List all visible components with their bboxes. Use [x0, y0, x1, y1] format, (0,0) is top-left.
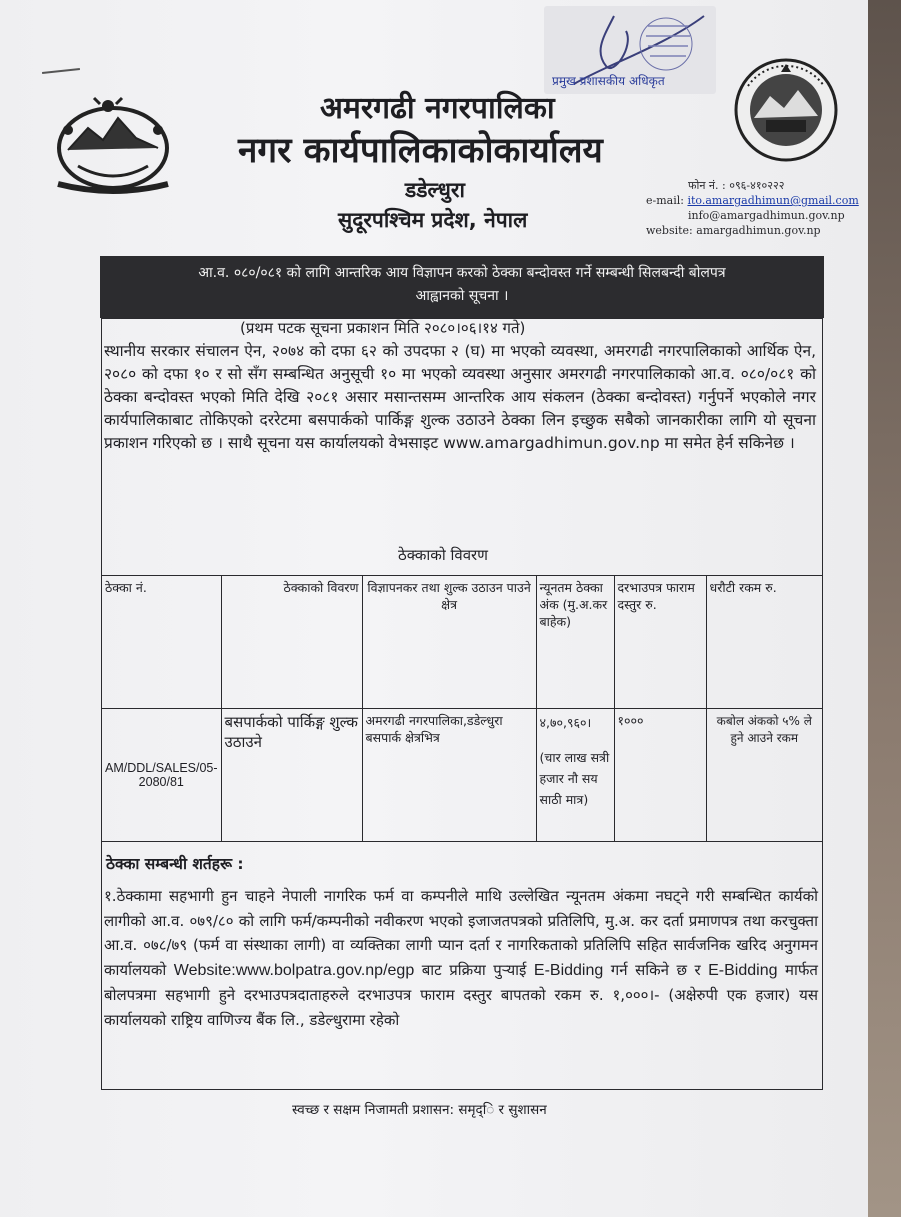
municipality-logo-icon — [728, 56, 844, 164]
header-form-fee: दरभाउपत्र फाराम दस्तुर रु. — [614, 576, 706, 709]
notice-title-line1: आ.व. ०८०/०८१ को लागि आन्तरिक आय विज्ञापन करको ठेक्का बन्दोवस्त गर्ने सम्बन्धी सिलबन्दी बोलपत्र — [198, 265, 726, 281]
cell-description: बसपार्कको पार्किङ्ग शुल्क उठाउने — [221, 709, 362, 842]
email-secondary[interactable]: info@amargadhimun.gov.np — [688, 209, 845, 222]
signature-label: प्रमुख प्रशासकीय अधिकृत — [552, 74, 665, 88]
egp-website: Website:www.bolpatra.gov.np/egp — [173, 961, 415, 979]
terms-text-c: गर्न सकिने छ र — [603, 960, 709, 979]
header-description: ठेक्काको विवरण — [221, 576, 362, 709]
terms-title: ठेक्का सम्बन्धी शर्तहरू : — [106, 855, 244, 873]
min-amount-words: (चार लाख सत्री हजार नौ सय साठी मात्र) — [539, 750, 610, 807]
min-amount-value: ४,७०,९६०। — [539, 715, 592, 730]
header-area: विज्ञापनकर तथा शुल्क उठाउन पाउने क्षेत्र — [362, 576, 536, 709]
terms-item-1 — [104, 884, 818, 1033]
table-row — [102, 709, 823, 842]
province-name: सुदूरपश्चिम प्रदेश, नेपाल — [338, 208, 528, 232]
municipality-name: अमरगढी नगरपालिका — [320, 91, 555, 126]
email-line — [646, 193, 859, 208]
ebidding-term-1: E-Bidding — [533, 961, 604, 979]
ebidding-term-2: E-Bidding — [708, 961, 778, 979]
terms-text-d: मार्फत बोलपत्रमा सहभागी हुने दरभाउपत्रदाताहरुले दरभाउपत्र फाराम दस्तुर बापतको रकम रु. १,०००।- (अक्षेरुपी एक हजार) यस कार्यालयको राष्ट्रिय वाणिज्य बैंक लि., डडेल्धुरामा रहेको — [104, 960, 818, 1029]
cell-area: अमरगढी नगरपालिका,डडेल्धुरा बसपार्क क्षेत्रभित्र — [362, 709, 536, 842]
notice-title-banner — [100, 256, 824, 318]
city-name: डडेल्धुरा — [405, 178, 465, 202]
phone-number: फोन नं. : ०९६-४१०२२२ — [688, 179, 785, 192]
cell-min-amount — [536, 709, 614, 842]
contract-table — [101, 575, 823, 842]
table-header-row — [102, 576, 823, 709]
header-deposit: धरौटी रकम रु. — [706, 576, 822, 709]
pen-mark — [42, 68, 80, 74]
terms-text-a: १.ठेक्कामा सहभागी हुन चाहने नेपाली नागरिक फर्म वा कम्पनीले माथि उल्लेखित न्यूनतम अंकमा नघट्ने गरी सम्बन्धित कार्यको लागीको आ.व. ०७९/८० को लागि फर्म/कम्पनीको नवीकरण भएको इजाजतपत्रको प्रतिलिपि, मु.अ. कर दर्ता प्रमाणपत्र तथा करचुक्ता आ.व. ०७८/७९ (फर्म वा संस्थाका लागी) वा व्यक्तिका लागी प्यान दर्ता र नागरिकताको प्रतिलिपि सहित सार्वजनिक खरिद अनुगमन कार्यालयको — [104, 887, 818, 979]
header-min-amount: न्यूनतम ठेक्का अंक (मु.अ.कर बाहेक) — [536, 576, 614, 709]
nepal-emblem-icon — [48, 88, 178, 200]
notice-title-line2: आह्वानको सूचना । — [415, 288, 509, 304]
cell-form-fee: १००० — [614, 709, 706, 842]
publish-date: (प्रथम पटक सूचना प्रकाशन मिति २०८०।०६।१४ गते) — [240, 319, 526, 337]
details-title: ठेक्काको विवरण — [398, 546, 489, 564]
official-stamp — [544, 6, 716, 94]
website-line[interactable]: website: amargadhimun.gov.np — [646, 224, 821, 237]
contact-block — [646, 178, 859, 238]
footer-slogan: स्वच्छ र सक्षम निजामती प्रशासन: समृद्ि र सुशासन — [292, 1102, 547, 1118]
background-edge — [868, 0, 901, 1217]
cell-contract-no: AM/DDL/SALES/05-2080/81 — [102, 709, 222, 842]
email-label: e-mail: — [646, 194, 684, 207]
header-contract-no: ठेक्का नं. — [102, 576, 222, 709]
terms-text-b: बाट प्रक्रिया पुऱ्याई — [414, 960, 534, 979]
cell-deposit: कबोल अंकको ५% ले हुने आउने रकम — [706, 709, 822, 842]
office-name: नगर कार्यपालिकाकोकार्यालय — [238, 131, 603, 171]
email-link[interactable]: ito.amargadhimun@gmail.com — [687, 194, 859, 207]
notice-body: स्थानीय सरकार संचालन ऐन, २०७४ को दफा ६२ को उपदफा २ (घ) मा भएको व्यवस्था, अमरगढी नगरपालिकाको आर्थिक ऐन, २०८० को दफा १० र सो सँग सम्बन्धित अनुसूची १० मा भएको व्यवस्था अनुसार अमरगढी नगरपालिकाको आ.व. ०८०/०८१ को ठेक्का बन्दोवस्त भएको मिति देखि २०८१ असार मसान्तसम्म आन्तरिक आय संकलन (ठेक्का बन्दोवस्त) गर्नुपर्ने भएकोले नगर कार्यपालिकाबाट तोकिएको दररेटमा बसपार्कको पार्किङ्ग शुल्क उठाउने ठेक्का लिन इच्छुक सबैको जानकारीका लागि यो सूचना प्रकाशन गरिएको छ । साथै सूचना यस कार्यालयको वेभसाइट www.amargadhimun.gov.np मा समेत हेर्न सकिनेछ । — [104, 342, 816, 452]
